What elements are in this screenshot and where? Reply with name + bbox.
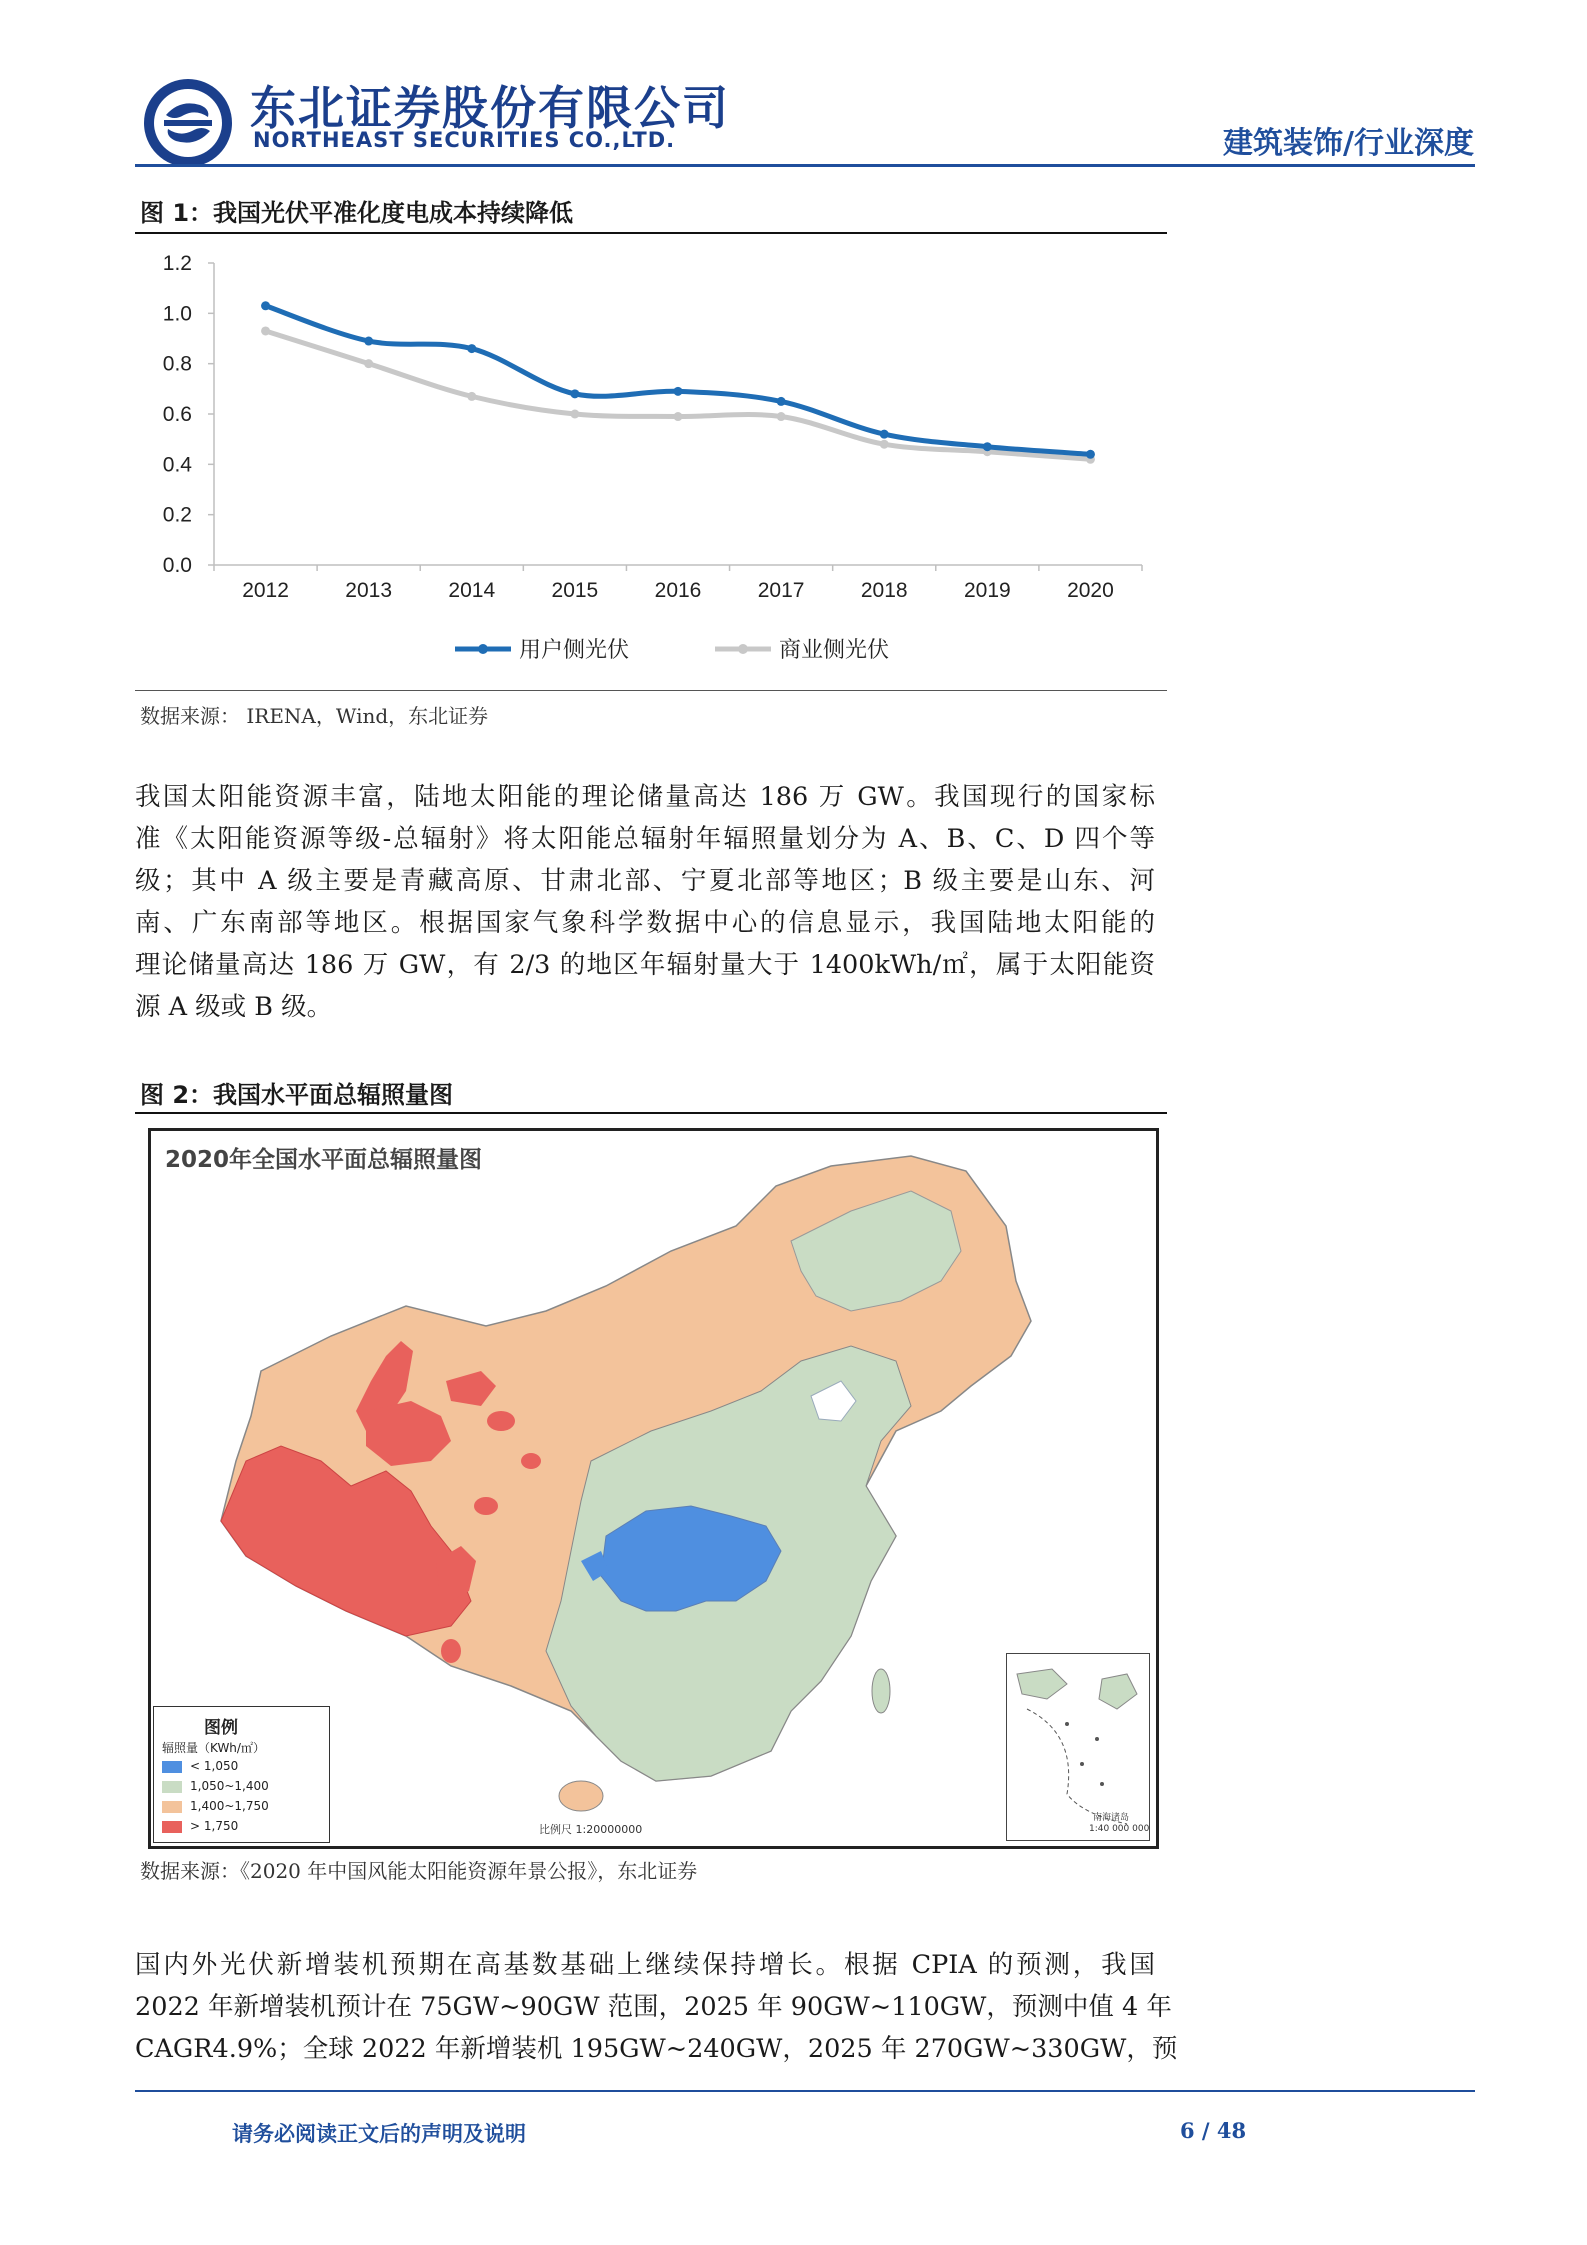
- x-tick-label: 2013: [345, 579, 393, 602]
- data-point-series-1: [880, 440, 889, 449]
- x-tick-label: 2017: [757, 579, 805, 602]
- footer-disclaimer: 请务必阅读正文后的声明及说明: [232, 2122, 526, 2146]
- legend-title: 图例: [204, 1718, 238, 1738]
- page-number: 6 / 48: [1180, 2118, 1247, 2143]
- y-tick-label: 0.0: [162, 554, 192, 577]
- y-tick-label: 1.2: [162, 252, 192, 275]
- y-tick-label: 1.0: [162, 302, 192, 326]
- legend-item-1050-1400: [162, 1779, 269, 1793]
- x-tick-label: 2014: [448, 579, 496, 602]
- data-point-series-1: [467, 392, 476, 401]
- y-tick-label: 0.6: [162, 403, 192, 426]
- x-tick-label: 2015: [551, 579, 599, 602]
- legend-swatch: [162, 1801, 182, 1813]
- figure1-top-rule: [135, 232, 1167, 234]
- inset-scale: 1:40 000 000: [1089, 1824, 1150, 1834]
- paragraph-line: 理论储量高达 186 万 GW，有 2/3 的地区年辐射量大于 1400kWh/㎡，属于太阳能资: [135, 950, 1155, 980]
- lcoe-line-chart: [135, 240, 1167, 685]
- legend-marker-1: [738, 644, 748, 654]
- legend-label-0: 用户侧光伏: [519, 637, 630, 662]
- figure2-top-rule: [135, 1112, 1167, 1114]
- y-tick-label: 0.8: [162, 352, 192, 376]
- x-tick-label: 2012: [242, 579, 289, 602]
- legend-label: > 1,750: [190, 1819, 239, 1833]
- figure1-bottom-rule: [135, 690, 1167, 691]
- data-point-series-0: [777, 397, 786, 406]
- paragraph-pv-installations: [135, 1944, 1178, 2070]
- legend-item-lt1050: [162, 1759, 238, 1773]
- legend-subtitle: 辐照量（KWh/㎡）: [162, 1741, 265, 1755]
- map-spot: [521, 1453, 541, 1469]
- company-name-cn: 东北证券股份有限公司: [250, 81, 730, 135]
- irradiance-map: [148, 1128, 1159, 1849]
- x-tick-label: 2018: [860, 579, 908, 602]
- paragraph-line: 国内外光伏新增装机预期在高基数基础上继续保持增长。根据 CPIA 的预测，我国: [135, 1950, 1155, 1980]
- map-taiwan: [872, 1669, 890, 1713]
- map-spot: [487, 1411, 515, 1431]
- paragraph-line: 我国太阳能资源丰富，陆地太阳能的理论储量高达 186 万 GW。我国现行的国家标: [135, 782, 1155, 812]
- map-hainan: [559, 1781, 603, 1811]
- figure2-source: 数据来源：《2020 年中国风能太阳能资源年景公报》，东北证券: [140, 1859, 698, 1883]
- legend-label-1: 商业侧光伏: [779, 637, 890, 662]
- paragraph-line: 准《太阳能资源等级-总辐射》将太阳能总辐射年辐照量划分为 A、B、C、D 四个等: [135, 824, 1155, 854]
- paragraph-line: CAGR4.9%；全球 2022 年新增装机 195GW~240GW，2025 年 270GW~330GW，预: [135, 2034, 1178, 2064]
- map-spot: [441, 1639, 461, 1663]
- legend-item-1400-1750: [162, 1799, 269, 1813]
- south-china-sea-inset: [1006, 1653, 1150, 1841]
- figure1-title: 图 1：我国光伏平准化度电成本持续降低: [140, 199, 574, 227]
- x-tick-label: 2019: [963, 579, 1011, 602]
- company-name-en: NORTHEAST SECURITIES CO.,LTD.: [253, 128, 676, 152]
- legend-label: 1,400~1,750: [190, 1799, 269, 1813]
- section-tag: 建筑装饰/行业深度: [1223, 126, 1474, 161]
- data-point-series-0: [880, 430, 889, 439]
- legend-label: 1,050~1,400: [190, 1779, 269, 1793]
- data-point-series-0: [364, 337, 373, 346]
- map-spot: [474, 1497, 498, 1515]
- paragraph-line: 2022 年新增装机预计在 75GW~90GW 范围，2025 年 90GW~110GW，预测中值 4 年: [135, 1992, 1172, 2022]
- x-tick-label: 2016: [654, 579, 702, 602]
- data-point-series-0: [983, 442, 992, 451]
- legend-swatch: [162, 1821, 182, 1833]
- data-point-series-1: [364, 359, 373, 368]
- header-divider: [135, 164, 1475, 167]
- data-point-series-1: [777, 412, 786, 421]
- x-tick-label: 2020: [1067, 579, 1114, 602]
- series-line-0: [266, 306, 1091, 454]
- map-legend: [153, 1706, 330, 1843]
- data-point-series-0: [570, 389, 579, 398]
- data-point-series-0: [261, 301, 270, 310]
- footer-divider: [135, 2090, 1475, 2092]
- data-point-series-0: [1086, 450, 1095, 459]
- legend-swatch: [162, 1781, 182, 1793]
- y-tick-label: 0.4: [162, 453, 192, 477]
- figure2-title: 图 2：我国水平面总辐照量图: [140, 1081, 454, 1109]
- legend-marker-0: [478, 644, 488, 654]
- company-logo-icon: [140, 75, 236, 171]
- data-point-series-1: [261, 326, 270, 335]
- y-tick-label: 0.2: [162, 503, 192, 527]
- paragraph-line: 级；其中 A 级主要是青藏高原、甘肃北部、宁夏北部等地区；B 级主要是山东、河: [135, 866, 1155, 896]
- data-point-series-1: [674, 412, 683, 421]
- data-point-series-1: [570, 410, 579, 419]
- paragraph-solar-resources: [135, 776, 1155, 1028]
- data-point-series-0: [467, 344, 476, 353]
- map-title: 2020年全国水平面总辐照量图: [165, 1147, 483, 1173]
- legend-item-gt1750: [162, 1819, 238, 1833]
- data-point-series-0: [674, 387, 683, 396]
- map-scale: 比例尺 1:20000000: [539, 1823, 643, 1836]
- inset-title: 南海诸岛: [1093, 1813, 1130, 1823]
- paragraph-line: 南、广东南部等地区。根据国家气象科学数据中心的信息显示，我国陆地太阳能的: [135, 908, 1155, 938]
- legend-label: < 1,050: [190, 1759, 239, 1773]
- legend-swatch: [162, 1761, 182, 1773]
- figure1-source: 数据来源： IRENA，Wind，东北证券: [140, 704, 489, 728]
- paragraph-line: 源 A 级或 B 级。: [135, 992, 333, 1022]
